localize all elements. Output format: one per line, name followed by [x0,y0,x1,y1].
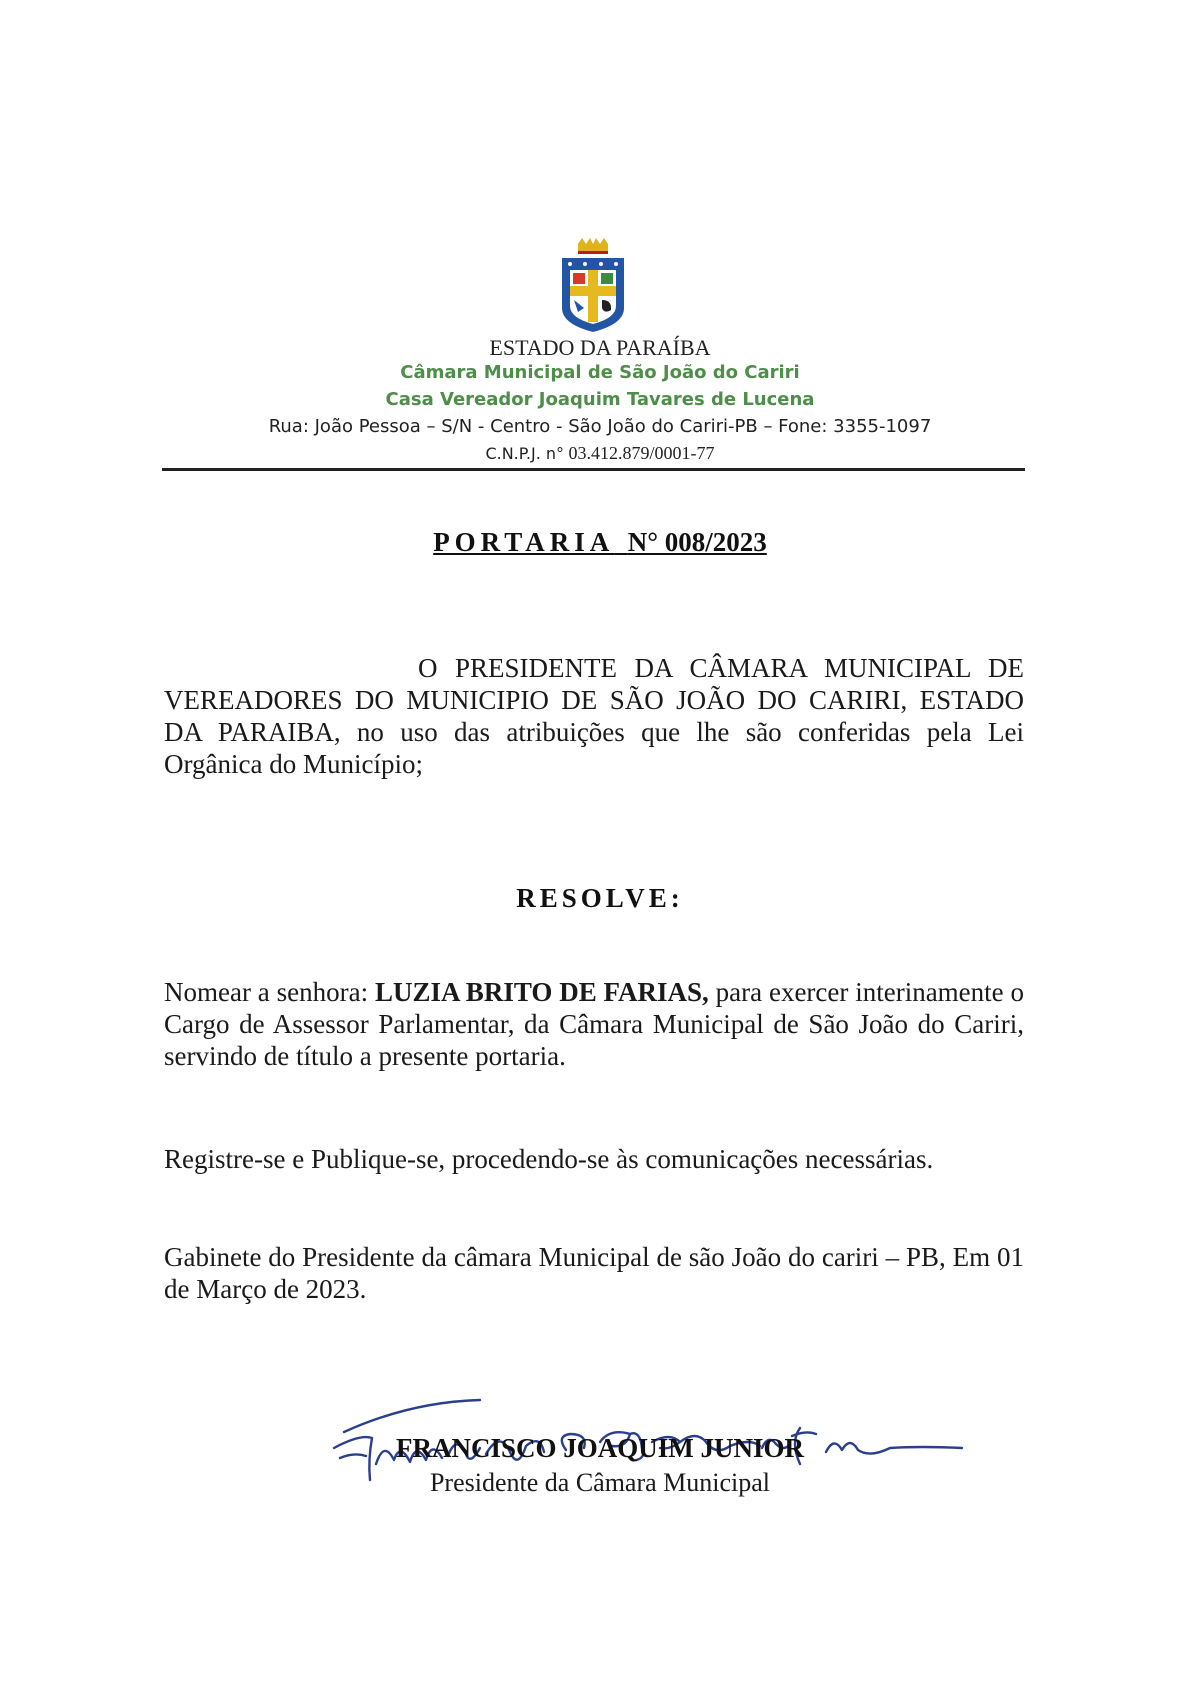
resolve-heading: RESOLVE: [516,883,684,913]
header-address: Rua: João Pessoa – S/N - Centro - São João do Cariri-PB – Fone: 3355-1097 [268,416,932,437]
signatory-role: Presidente da Câmara Municipal [429,1468,771,1497]
signatory-name: FRANCISCO JOAQUIM JUNIOR [395,1433,804,1463]
title-number: N° 008/2023 [627,527,767,557]
municipal-crest-icon [556,238,630,334]
header-divider [162,468,1025,471]
appointee-name: LUZIA BRITO DE FARIAS, [374,977,709,1007]
header-building: Casa Vereador Joaquim Tavares de Lucena [385,389,815,410]
cnpj-number: 03.412.879/0001-77 [568,443,715,463]
title-word: PORTARIA [433,527,615,557]
appointment-paragraph [164,976,1024,1072]
register-paragraph: Registre-se e Publique-se, procedendo-se às comunicações necessárias. [164,1144,934,1174]
header-institution: Câmara Municipal de São João do Cariri [400,362,800,383]
header-state: ESTADO DA PARAÍBA [489,335,711,360]
handwritten-signature-icon [330,1330,970,1490]
appointment-rest: para exercer interinamente o Cargo de Assessor Parlamentar, da Câmara Municipal de São João do Cariri, servindo de título a presente portaria. [164,977,1024,1071]
cnpj-label: C.N.P.J. n° [485,444,565,463]
header-cnpj [0,443,1200,464]
appointment-lead: Nomear a senhora: [164,977,375,1007]
preamble-paragraph: O PRESIDENTE DA CÂMARA MUNICIPAL DE VEREADORES DO MUNICIPIO DE SÃO JOÃO DO CARIRI, ESTADO DA PARAIBA, no uso das atribuições que lhe são conferidas pela Lei Orgânica do Município; [164,653,1024,779]
document-title [0,527,1200,558]
closing-paragraph: Gabinete do Presidente da câmara Municipal de são João do cariri – PB, Em 01 de Março de 2023. [164,1242,1024,1304]
